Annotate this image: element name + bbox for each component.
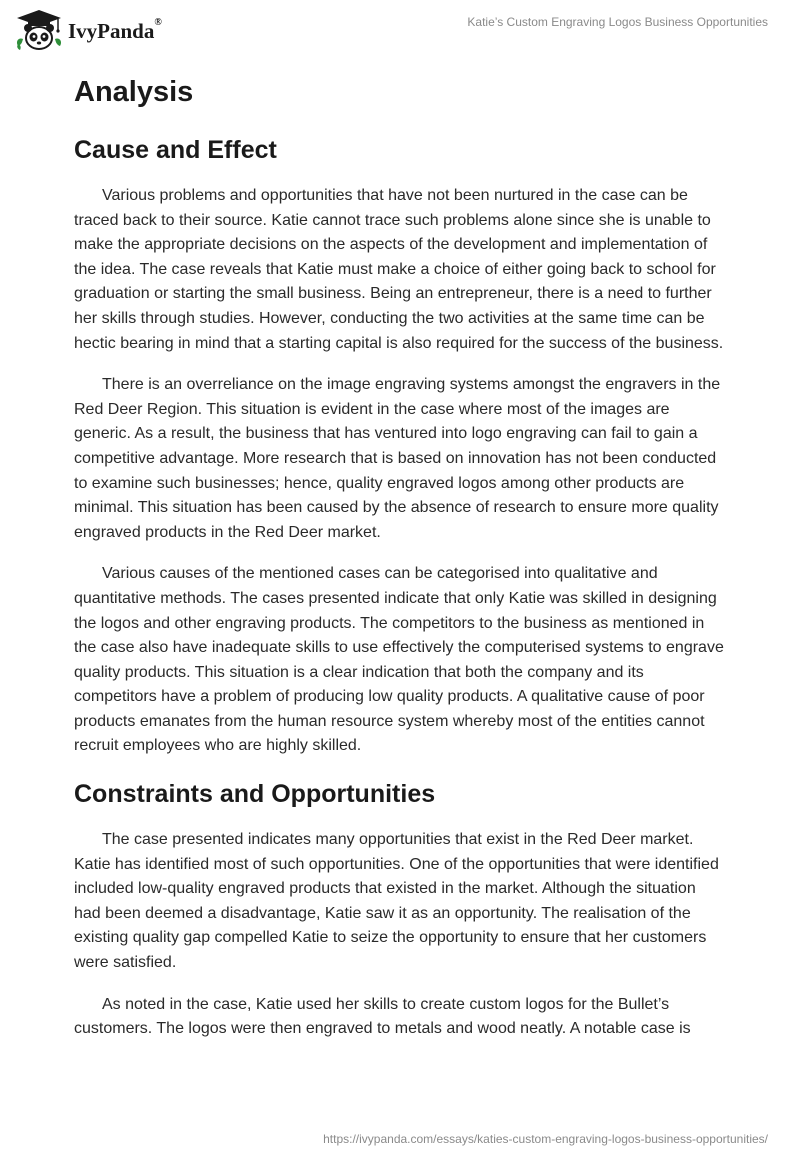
section-heading-cause-effect: Cause and Effect bbox=[74, 136, 277, 164]
paragraph: The case presented indicates many opportunities that exist in the Red Deer market. Katie has identified most of such opportunities. One of the opportunities that were identified included low-quality engraved products that existed in the market. Although the situation had been deemed a disadvantage, Katie saw it as an opportunity. The realisation of the existing quality gap compelled Katie to seize the opportunity to ensure that her customers were satisfied. bbox=[74, 831, 719, 972]
page-header bbox=[0, 0, 800, 64]
paragraph: As noted in the case, Katie used her skills to create custom logos for the Bullet’s customers. The logos were then engraved to metals and wood neatly. A notable case is bbox=[74, 995, 691, 1038]
source-url[interactable]: https://ivypanda.com/essays/katies-custom-engraving-logos-business-opportunities/ bbox=[323, 1132, 768, 1146]
paragraph: Various causes of the mentioned cases can be categorised into qualitative and quantitative methods. The cases presented indicate that only Katie was skilled in designing the logos and other engraving products. The competitors to the business as mentioned in the case also have inadequate skills to use effectively the computerised systems to engrave quality products. This situation is a clear indication that both the company and its competitors have a problem of producing low quality products. A qualitative cause of poor products emanates from the human resource system whereby most of the entities cannot recruit employees who are highly skilled. bbox=[74, 565, 724, 755]
paragraph: There is an overreliance on the image engraving systems amongst the engravers in the Red Deer Region. This situation is evident in the case where most of the images are generic. As a result, the business that has ventured into logo engraving can fail to gain a competitive advantage. More research that is based on innovation has not been conducted to examine such businesses; hence, quality engraved logos among other products are minimal. This situation has been caused by the absence of research to ensure more quality engraved products in the Red Deer market. bbox=[74, 376, 721, 541]
ivypanda-logo[interactable] bbox=[14, 8, 162, 52]
panda-graduate-icon bbox=[14, 8, 64, 52]
section-heading-constraints-opportunities: Constraints and Opportunities bbox=[74, 780, 436, 809]
page-title: Analysis bbox=[74, 76, 194, 108]
article-body bbox=[74, 72, 724, 1059]
document-title: Katie’s Custom Engraving Logos Business Opportunities bbox=[467, 15, 768, 29]
paragraph: Various problems and opportunities that have not been nurtured in the case can be traced back to their source. Katie cannot trace such problems alone since she is unable to make the appropriate decisions on the aspects of the development and implementation of the idea. The case reveals that Katie must make a choice of either going back to school for graduation or starting the small business. Being an entrepreneur, there is a need to further her skills through studies. However, conducting the two activities at the same time can be hectic bearing in mind that a starting capital is also required for the success of the business. bbox=[74, 187, 724, 352]
brand-name: IvyPanda® bbox=[68, 16, 162, 43]
